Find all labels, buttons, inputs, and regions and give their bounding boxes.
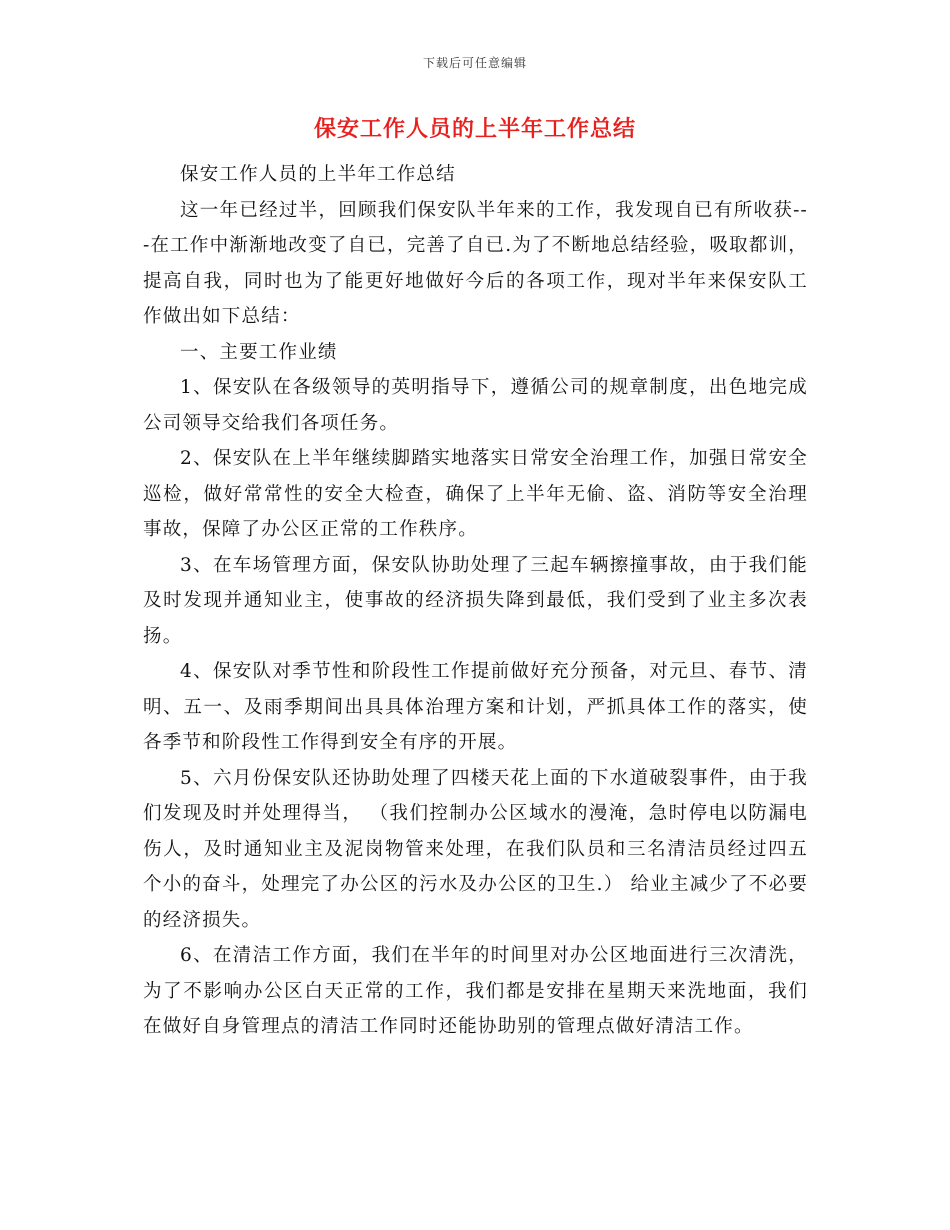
paragraph-item-5: 5、六月份保安队还协助处理了四楼天花上面的下水道破裂事件，由于我们发现及时并处理得当， （我们控制办公区域水的漫淹，急时停电以防漏电伤人，及时通知业主及泥岗物管来处理，在我们队员和三名清洁员经过四五个小的奋斗，处理完了办公区的污水及办公区的卫生.） 给业主减少了不必要的经济损失。 [143, 767, 808, 931]
paragraph-item-2: 2、保安队在上半年继续脚踏实地落实日常安全治理工作，加强日常安全巡检，做好常常性的安全大检查，确保了上半年无偷、盗、消防等安全治理事故，保障了办公区正常的工作秩序。 [143, 448, 808, 540]
paragraph-item-1: 1、保安队在各级领导的英明指导下，遵循公司的规章制度，出色地完成公司领导交给我们各项任务。 [143, 377, 808, 434]
document-title: 保安工作人员的上半年工作总结 [313, 116, 636, 142]
section-heading: 一、主要工作业绩 [180, 341, 338, 363]
paragraph-item-4: 4、保安队对季节性和阶段性工作提前做好充分预备，对元旦、春节、清明、五一、及雨季期间出具具体治理方案和计划，严抓具体工作的落实，使各季节和阶段性工作得到安全有序的开展。 [143, 661, 808, 753]
paragraph-subtitle: 保安工作人员的上半年工作总结 [180, 164, 456, 185]
paragraph-intro: 这一年已经过半，回顾我们保安队半年来的工作，我发现自已有所收获---在工作中渐渐地改变了自已，完善了自已.为了不断地总结经验，吸取都训，提高自我，同时也为了能更好地做好今后的各项工作，现对半年来保安队工作做出如下总结： [143, 199, 808, 327]
document-body [143, 157, 808, 1045]
paragraph-item-3: 3、在车场管理方面，保安队协助处理了三起车辆擦撞事故，由于我们能及时发现并通知业主，使事故的经济损失降到最低，我们受到了业主多次表扬。 [143, 554, 808, 647]
paragraph-item-6: 6、在清洁工作方面，我们在半年的时间里对办公区地面进行三次清洗，为了不影响办公区白天正常的工作，我们都是安排在星期天来洗地面，我们在做好自身管理点的清洁工作同时还能协助别的管理点做好清洁工作。 [143, 945, 808, 1037]
header-note: 下载后可任意编辑 [422, 56, 527, 70]
